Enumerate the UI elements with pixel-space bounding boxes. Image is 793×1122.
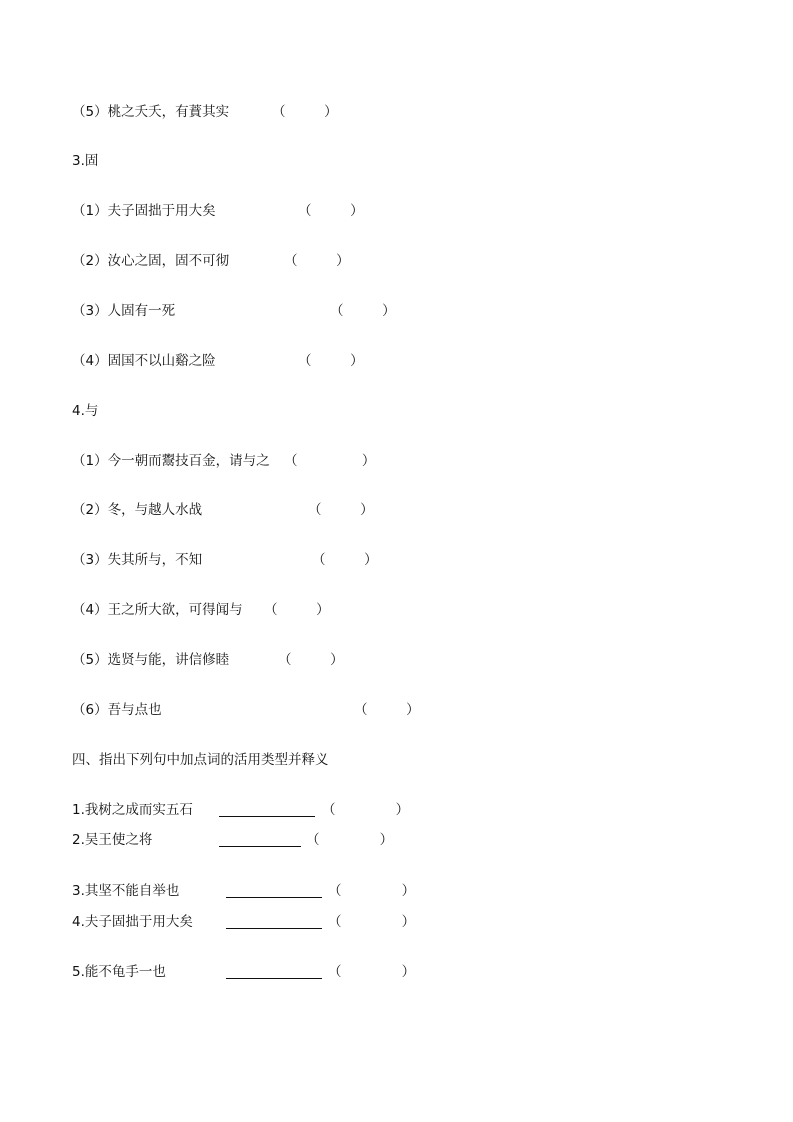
- question-text: （5）选贤与能，讲信修睦: [72, 652, 230, 668]
- answer-blank[interactable]: （ ）: [306, 832, 394, 848]
- answer-blank[interactable]: （ ）: [298, 353, 364, 369]
- answer-underline[interactable]: [219, 846, 301, 847]
- section-title: 3.固: [72, 153, 99, 169]
- answer-blank[interactable]: （ ）: [312, 552, 378, 568]
- question-text: （3）人固有一死: [72, 303, 176, 319]
- question-text: 4.夫子固拙于用大矣: [72, 914, 193, 930]
- answer-underline[interactable]: [219, 816, 315, 817]
- section-title: 四、指出下列句中加点词的活用类型并释义: [72, 752, 329, 768]
- answer-blank[interactable]: （ ）: [264, 602, 330, 618]
- answer-blank[interactable]: （ ）: [284, 253, 350, 269]
- answer-blank[interactable]: （ ）: [322, 802, 410, 818]
- answer-blank[interactable]: （ ）: [278, 652, 344, 668]
- answer-blank[interactable]: （ ）: [330, 303, 396, 319]
- section-title: 4.与: [72, 403, 99, 419]
- question-text: 1.我树之成而实五石: [72, 802, 193, 818]
- question-text: （2）汝心之固，固不可彻: [72, 253, 230, 269]
- question-text: 2.吴王使之将: [72, 832, 153, 848]
- answer-blank[interactable]: （ ）: [308, 502, 374, 518]
- answer-underline[interactable]: [226, 897, 322, 898]
- answer-blank[interactable]: （ ）: [272, 104, 338, 120]
- question-text: （3）失其所与，不知: [72, 552, 203, 568]
- answer-blank[interactable]: （ ）: [284, 453, 376, 469]
- question-text: （1）夫子固拙于用大矣: [72, 203, 216, 219]
- answer-underline[interactable]: [226, 978, 322, 979]
- answer-blank[interactable]: （ ）: [298, 203, 364, 219]
- question-text: （2）冬，与越人水战: [72, 502, 203, 518]
- answer-blank[interactable]: （ ）: [328, 914, 416, 930]
- question-text: （6）吾与点也: [72, 702, 162, 718]
- question-text: （5）桃之夭夭，有蕡其实: [72, 104, 230, 120]
- answer-underline[interactable]: [226, 928, 322, 929]
- answer-blank[interactable]: （ ）: [328, 964, 416, 980]
- question-text: （1）今一朝而鬻技百金，请与之: [72, 453, 270, 469]
- question-text: （4）王之所大欲，可得闻与: [72, 602, 243, 618]
- question-text: 5.能不龟手一也: [72, 964, 166, 980]
- question-text: 3.其坚不能自举也: [72, 883, 180, 899]
- answer-blank[interactable]: （ ）: [354, 702, 420, 718]
- answer-blank[interactable]: （ ）: [328, 883, 416, 899]
- question-text: （4）固国不以山谿之险: [72, 353, 216, 369]
